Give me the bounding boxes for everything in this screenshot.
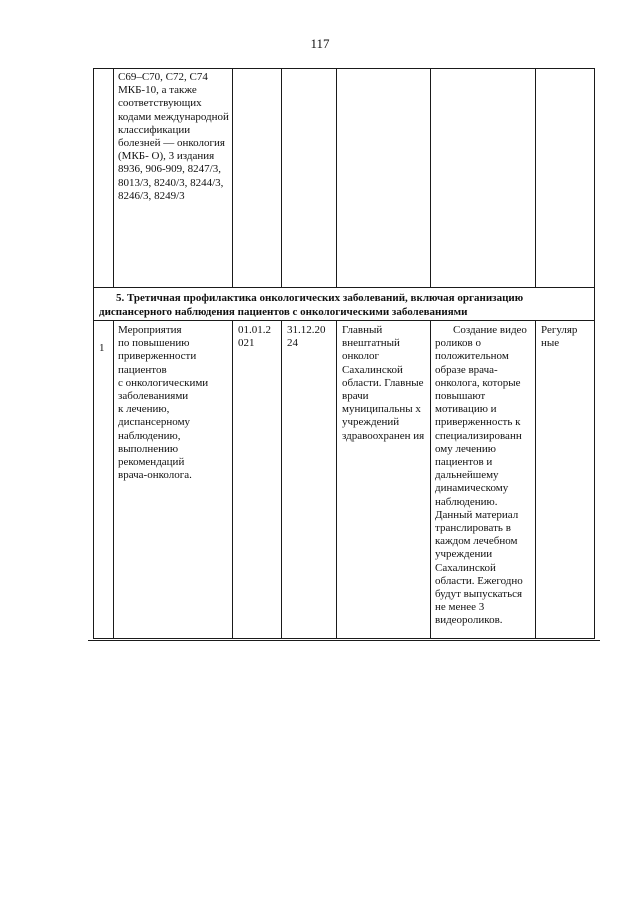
table-top-border bbox=[93, 68, 595, 69]
responsible-cell: Главный внештатный онколог Сахалинской области. Главные врачи муниципальны х учреждений здравоохранен ия bbox=[342, 324, 425, 442]
column-divider bbox=[535, 68, 536, 287]
table-bottom-border bbox=[93, 638, 595, 639]
column-divider bbox=[281, 320, 282, 639]
event-cell: Мероприятия по повышению приверженности пациентов с онкологическими заболеваниями к лечению, диспансерному наблюдению, выполнению рекомендаций врача-онколога. bbox=[118, 324, 209, 482]
end-date-cell: 31.12.20 24 bbox=[287, 324, 326, 350]
frequency-cell: Регуляр ные bbox=[541, 324, 578, 350]
row-number: 1 bbox=[99, 342, 105, 354]
column-divider bbox=[430, 68, 431, 287]
column-divider bbox=[232, 68, 233, 287]
section-heading: 5. Третичная профилактика онкологических заболеваний, включая организацию диспансерного наблюдения пациентов с онкологическими заболеваниями bbox=[99, 292, 524, 318]
column-divider bbox=[281, 68, 282, 287]
table-right-border bbox=[594, 68, 595, 639]
continuation-cell: С69–С70, С72, С74 МКБ-10, а также соответствующих кодами международной классификации болезней — онкология (МКБ- О), 3 издания 8936, 906-909, 8247/3, 8013/3, 8240/3, 8244/3, 8246/3, 8249/3 bbox=[118, 71, 229, 202]
start-date-cell: 01.01.2 021 bbox=[238, 324, 271, 350]
page-number: 117 bbox=[310, 36, 330, 51]
column-divider bbox=[113, 320, 114, 639]
bottom-rule bbox=[88, 640, 600, 641]
column-divider bbox=[430, 320, 431, 639]
column-divider bbox=[336, 320, 337, 639]
column-divider bbox=[535, 320, 536, 639]
column-divider bbox=[113, 68, 114, 287]
column-divider bbox=[336, 68, 337, 287]
column-divider bbox=[232, 320, 233, 639]
result-cell: Создание видео роликов о положительном образе врача- онколога, которые повышают мотивацию и приверженность к специализированн ому лечению пациентов и дальнейшему динамическому наблюдению. Данный материал транслировать в каждом лечебном учреждении Сахалинской области. Ежегодно будут выпускаться не менее 3 видеороликов. bbox=[435, 324, 527, 627]
section-top-border bbox=[93, 287, 595, 288]
section-bottom-border bbox=[93, 320, 595, 321]
plan-table bbox=[93, 68, 595, 639]
table-left-border bbox=[93, 68, 94, 639]
